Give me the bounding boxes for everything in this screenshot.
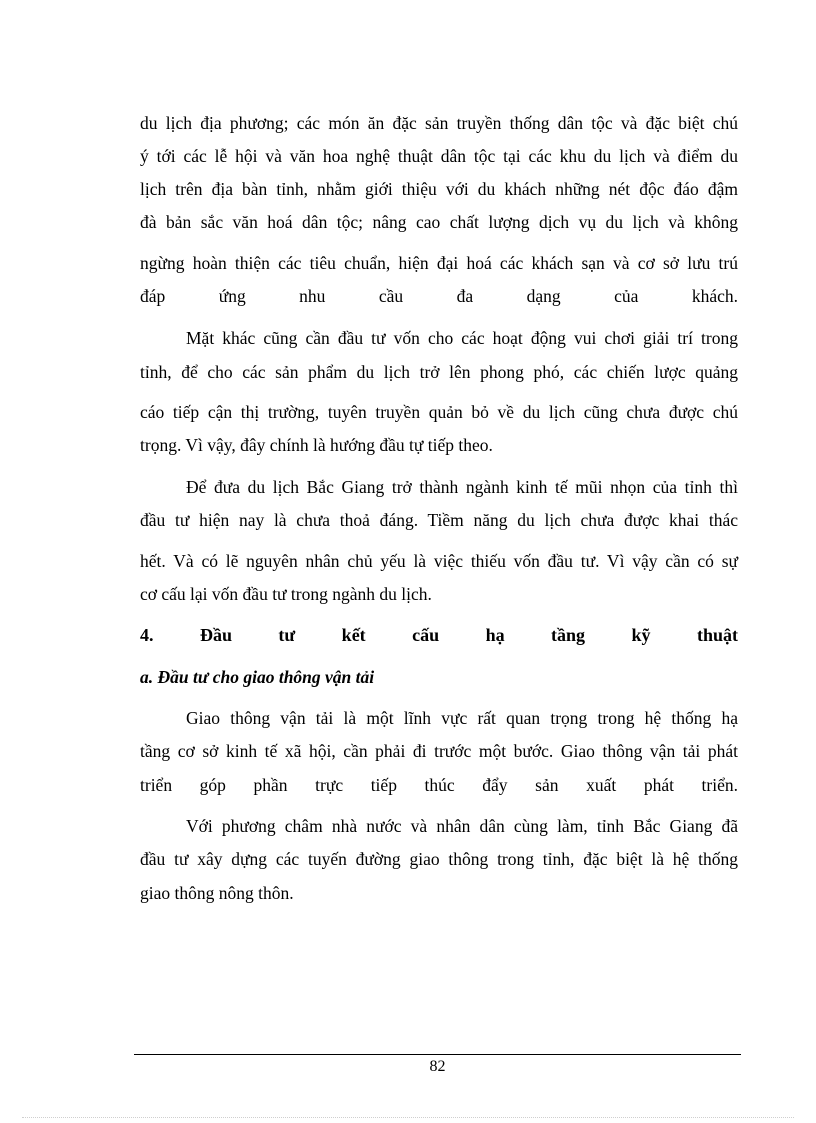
paragraph-5-line-1: Với phương châm nhà nước và nhân dân cùng làm, tỉnh Bắc Giang đã	[186, 816, 738, 836]
page-number: 82	[429, 1058, 446, 1075]
paragraph-2-line-1: Mặt khác cũng cần đầu tư vốn cho các hoạt động vui chơi giải trí trong	[186, 328, 738, 348]
paragraph-1-line-4: đà bản sắc văn hoá dân tộc; nâng cao chất lượng dịch vụ du lịch và không	[140, 212, 738, 232]
paragraph-4-line-2: tầng cơ sở kinh tế xã hội, cần phải đi trước một bước. Giao thông vận tải phát	[140, 741, 738, 761]
section-heading-4: 4. Đầu tư kết cấu hạ tầng kỹ thuật	[140, 625, 738, 645]
paragraph-3-line-2: đầu tư hiện nay là chưa thoả đáng. Tiềm năng du lịch chưa được khai thác	[140, 510, 738, 530]
paragraph-1-line-3: lịch trên địa bàn tỉnh, nhằm giới thiệu với du khách những nét độc đáo đậm	[140, 179, 738, 199]
paragraph-5-line-2: đầu tư xây dựng các tuyến đường giao thông trong tỉnh, đặc biệt là hệ thống	[140, 849, 738, 869]
paragraph-3-line-4: cơ cấu lại vốn đầu tư trong ngành du lịch.	[140, 584, 432, 604]
paragraph-1-line-2: ý tới các lễ hội và văn hoa nghệ thuật dân tộc tại các khu du lịch và điểm du	[140, 146, 738, 166]
paragraph-3-line-3: hết. Và có lẽ nguyên nhân chủ yếu là việc thiếu vốn đầu tư. Vì vậy cần có sự	[140, 551, 738, 571]
paragraph-3-line-1: Để đưa du lịch Bắc Giang trở thành ngành kinh tế mũi nhọn của tỉnh thì	[186, 477, 738, 497]
subsection-heading-a: a. Đầu tư cho giao thông vận tải	[140, 667, 375, 687]
footer-divider	[134, 1054, 741, 1055]
page-bottom-dotted-edge	[22, 1117, 794, 1118]
paragraph-1-line-5: ngừng hoàn thiện các tiêu chuẩn, hiện đại hoá các khách sạn và cơ sở lưu trú	[140, 253, 738, 273]
paragraph-2-line-4: trọng. Vì vậy, đây chính là hướng đầu tự tiếp theo.	[140, 435, 493, 455]
paragraph-2-line-2: tỉnh, để cho các sản phẩm du lịch trở lên phong phó, các chiến lược quảng	[140, 362, 738, 382]
paragraph-4-line-3: triển góp phần trực tiếp thúc đẩy sản xuất phát triển.	[140, 775, 738, 795]
paragraph-1-line-1: du lịch địa phương; các món ăn đặc sản truyền thống dân tộc và đặc biệt chú	[140, 113, 738, 133]
paragraph-5-line-3: giao thông nông thôn.	[140, 883, 294, 903]
paragraph-1-line-6: đáp ứng nhu cầu đa dạng của khách.	[140, 286, 738, 306]
paragraph-2-line-3: cáo tiếp cận thị trường, tuyên truyền quản bỏ về du lịch cũng chưa được chú	[140, 402, 738, 422]
paragraph-4-line-1: Giao thông vận tải là một lĩnh vực rất quan trọng trong hệ thống hạ	[186, 708, 738, 728]
